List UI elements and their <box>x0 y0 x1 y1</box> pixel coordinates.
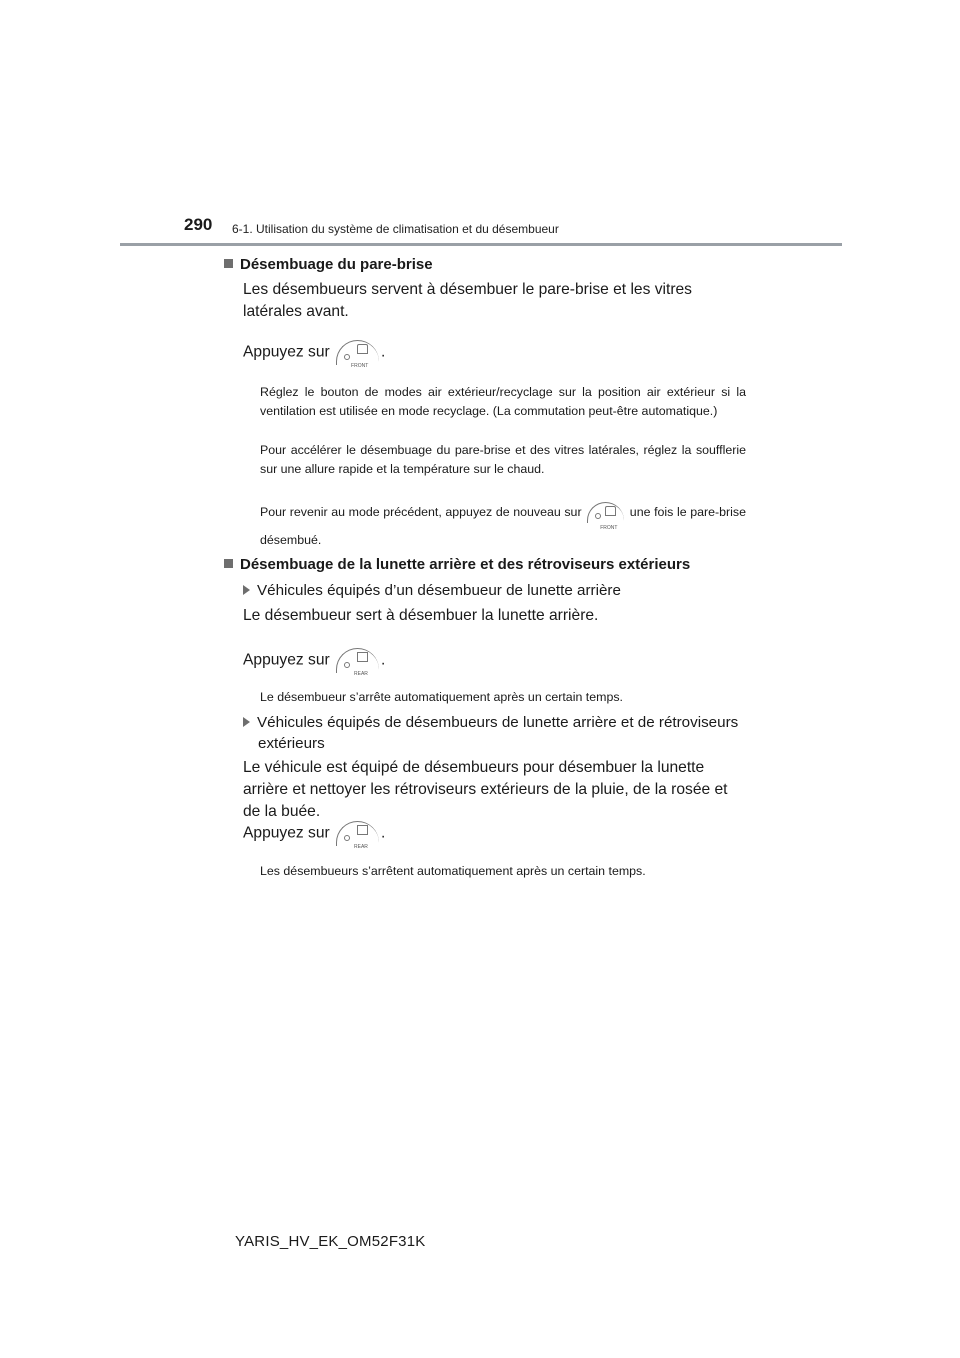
note-return-mode: Pour revenir au mode précédent, appuyez de nouveau sur FRONT une fois le pare-brise désembué. <box>260 498 746 554</box>
header-divider <box>120 243 842 246</box>
note-auto-off: Le désembueur s’arrête automatiquement après un certain temps. <box>260 690 623 704</box>
note-speed-up: Pour accélérer le désembuage du pare-brise et des vitres latérales, réglez la soufflerie sur une allure rapide et la température sur le chaud. <box>260 443 746 476</box>
press-instruction-rear: Appuyez sur REAR . <box>243 648 746 673</box>
press-instruction-front: Appuyez sur FRONT . <box>243 340 746 365</box>
sub-heading-rear-and-mirrors: Véhicules équipés de désembueurs de lunette arrière et de rétroviseurs <box>243 712 746 733</box>
page-number: 290 <box>184 215 213 234</box>
triangle-bullet-icon <box>243 717 250 727</box>
front-defroster-button-icon: FRONT <box>336 340 379 365</box>
sub-heading-rear-window: Véhicules équipés d’un désembueur de lunette arrière <box>243 580 746 601</box>
triangle-bullet-icon <box>243 585 250 595</box>
document-code: YARIS_HV_EK_OM52F31K <box>235 1233 426 1250</box>
paragraph-windshield: Les désembueurs servent à désembuer le pare-brise et les vitres latérales avant. <box>243 281 692 320</box>
rear-defogger-button-icon: REAR <box>336 821 379 846</box>
paragraph-rear-and-mirrors: Le véhicule est équipé de désembueurs pour désembuer la lunette arrière et nettoyer les rétroviseurs extérieurs de la pluie, de la rosée et de la buée. <box>243 759 728 820</box>
front-defroster-button-icon: FRONT <box>587 502 624 523</box>
section-title: 6-1. Utilisation du système de climatisation et du désembueur <box>232 222 559 236</box>
sub-heading-rear-and-mirrors-cont: extérieurs <box>258 735 325 752</box>
rear-defogger-button-icon: REAR <box>336 648 379 673</box>
note-auto-off-2: Les désembueurs s’arrêtent automatiquement après un certain temps. <box>260 864 646 878</box>
heading-rear-defog: Désembuage de la lunette arrière et des rétroviseurs extérieurs <box>224 556 746 573</box>
heading-windshield-defog: Désembuage du pare-brise <box>224 256 746 273</box>
press-instruction-rear-2: Appuyez sur REAR . <box>243 821 746 846</box>
note-recirculation: Réglez le bouton de modes air extérieur/recyclage sur la position air extérieur si la ventilation est utilisée en mode recyclage. (La commutation peut-être automatique.) <box>260 385 746 418</box>
square-bullet-icon <box>224 259 233 268</box>
square-bullet-icon <box>224 559 233 568</box>
paragraph-rear-window: Le désembueur sert à désembuer la lunette arrière. <box>243 607 599 624</box>
